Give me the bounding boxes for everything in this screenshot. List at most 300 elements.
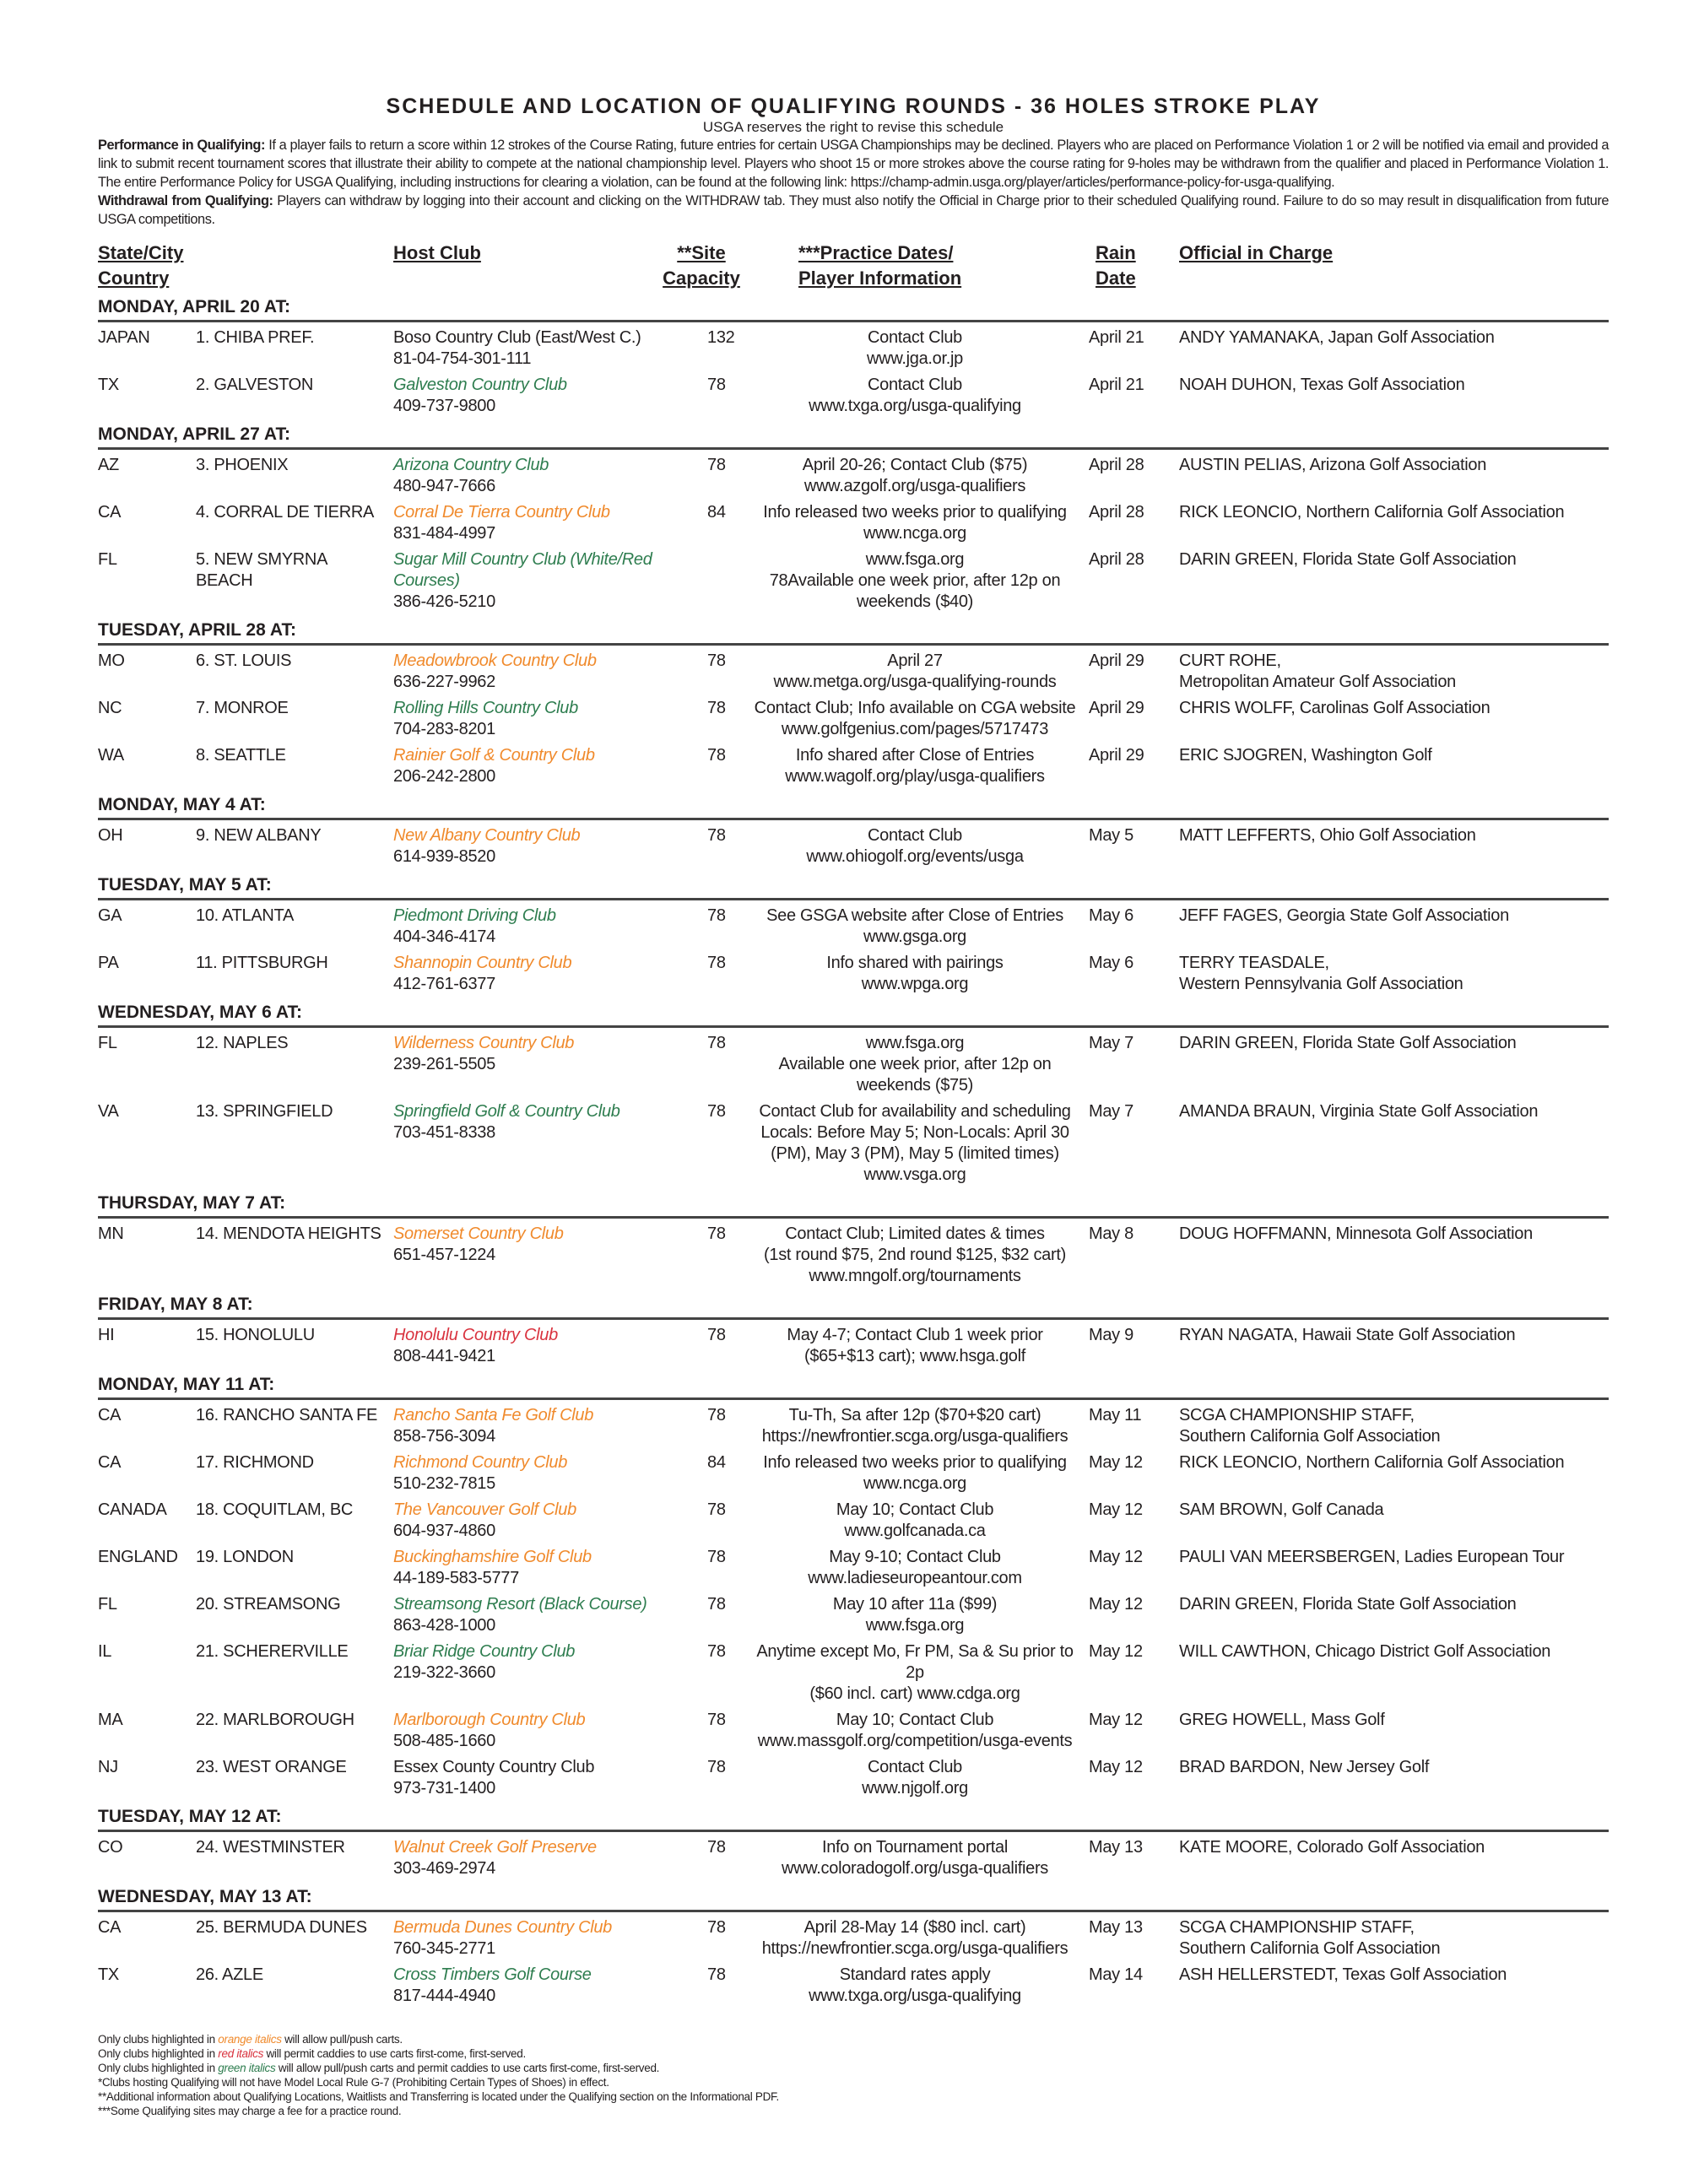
city: 16. RANCHO SANTA FE — [196, 1406, 378, 1424]
state-country: JAPAN — [98, 328, 150, 347]
header-capacity-line2: Capacity — [663, 268, 740, 289]
official-in-charge — [1179, 905, 1609, 948]
practice-line: Info released two weeks prior to qualifying — [763, 1453, 1067, 1472]
state-country: WA — [98, 746, 124, 765]
rain-date: May 12 — [1089, 1500, 1143, 1519]
practice-info — [748, 1224, 1089, 1287]
official-line: ERIC SJOGREN, Washington Golf — [1179, 746, 1432, 765]
host-club — [393, 1101, 707, 1186]
official-in-charge — [1179, 1033, 1609, 1096]
official-in-charge — [1179, 1917, 1609, 1960]
state-country: FL — [98, 1034, 117, 1052]
host-club-phone: 863-428-1000 — [393, 1616, 495, 1635]
host-club — [393, 1033, 707, 1096]
table-header — [98, 241, 1609, 291]
section-heading: MONDAY, MAY 4 AT: — [98, 792, 1609, 820]
city: 8. SEATTLE — [196, 746, 286, 765]
official-in-charge — [1179, 745, 1609, 787]
host-club-name: Sugar Mill Country Club (White/Red Courses) — [393, 550, 652, 590]
footnote — [98, 2046, 1609, 2061]
practice-line: ($65+$13 cart); www.hsga.golf — [803, 1347, 1025, 1365]
site-capacity: 78 — [707, 826, 726, 845]
host-club-phone: 219-322-3660 — [393, 1663, 495, 1682]
practice-info — [748, 1710, 1089, 1752]
schedule-page — [98, 0, 1609, 2152]
official-in-charge — [1179, 1710, 1609, 1752]
official-line: KATE MOORE, Colorado Golf Association — [1179, 1838, 1485, 1857]
footnote-text: **Additional information about Qualifying Locations, Waitlists and Transferring is located under the Qualifying section on the Informational PDF. — [98, 2090, 779, 2103]
city: 4. CORRAL DE TIERRA — [196, 503, 375, 522]
practice-line: www.ncga.org — [863, 1474, 966, 1493]
host-club — [393, 1452, 707, 1495]
host-club-phone: 81-04-754-301-111 — [393, 349, 532, 368]
rain-date: April 28 — [1089, 503, 1144, 522]
state-country: NJ — [98, 1758, 118, 1776]
footnote — [98, 2089, 1609, 2104]
state-country: VA — [98, 1102, 119, 1121]
city: 3. PHOENIX — [196, 456, 289, 474]
city: 25. BERMUDA DUNES — [196, 1918, 367, 1937]
practice-info — [748, 1500, 1089, 1542]
official-line: ASH HELLERSTEDT, Texas Golf Association — [1179, 1965, 1507, 1984]
site-capacity: 132 — [707, 328, 735, 347]
host-club-name: Briar Ridge Country Club — [393, 1642, 576, 1661]
official-in-charge — [1179, 375, 1609, 417]
practice-info — [748, 905, 1089, 948]
official-in-charge — [1179, 1547, 1609, 1589]
host-club-phone: 604-937-4860 — [393, 1522, 495, 1540]
host-club-name: Bermuda Dunes Country Club — [393, 1918, 612, 1937]
site-capacity: 78 — [707, 1224, 726, 1243]
state-country: NC — [98, 699, 122, 717]
table-row — [98, 1641, 1609, 1705]
header-rain-date — [1089, 241, 1179, 291]
practice-info — [748, 1965, 1089, 2007]
state-country: HI — [98, 1326, 115, 1344]
header-rain-line1: Rain — [1096, 242, 1136, 263]
footnote — [98, 2075, 1609, 2089]
state-country: IL — [98, 1642, 112, 1661]
practice-line: www.wpga.org — [861, 975, 969, 993]
practice-line: Info released two weeks prior to qualifying — [763, 503, 1067, 522]
practice-line: April 28-May 14 ($80 incl. cart) — [803, 1918, 1026, 1937]
official-in-charge — [1179, 1325, 1609, 1367]
state-country: FL — [98, 550, 117, 569]
host-club — [393, 1405, 707, 1447]
footnote-text: Only clubs highlighted in — [98, 2062, 219, 2074]
rain-date: May 11 — [1089, 1406, 1142, 1424]
practice-line: www.azgolf.org/usga-qualifiers — [803, 477, 1026, 495]
state-country: CO — [98, 1838, 123, 1857]
practice-line: Contact Club — [867, 376, 962, 394]
official-line: RICK LEONCIO, Northern California Golf Association — [1179, 503, 1565, 522]
state-country: AZ — [98, 456, 119, 474]
site-capacity: 78 — [707, 1102, 726, 1121]
official-in-charge — [1179, 825, 1609, 868]
page-title: SCHEDULE AND LOCATION OF QUALIFYING ROUNDS - 36 HOLES STROKE PLAY — [386, 95, 1321, 118]
practice-line: May 10; Contact Club — [836, 1711, 994, 1729]
city: 5. NEW SMYRNA BEACH — [196, 550, 327, 590]
host-club-phone: 409-737-9800 — [393, 397, 495, 415]
practice-info — [748, 1452, 1089, 1495]
state-country: CA — [98, 503, 122, 522]
practice-line: April 27 — [887, 651, 943, 670]
host-club-name: Walnut Creek Golf Preserve — [393, 1838, 597, 1857]
footnote-text: will permit caddies to use carts first-come, first-served. — [263, 2047, 526, 2060]
practice-line: www.golfgenius.com/pages/5717473 — [781, 720, 1049, 738]
practice-info — [748, 1101, 1089, 1186]
official-in-charge — [1179, 1101, 1609, 1186]
footnote-text: *Clubs hosting Qualifying will not have Model Local Rule G-7 (Prohibiting Certain Types of Shoes) in effect. — [98, 2076, 609, 2089]
practice-line: www.massgolf.org/competition/usga-events — [757, 1732, 1073, 1750]
table-row — [98, 905, 1609, 948]
official-line: TERRY TEASDALE, — [1179, 954, 1329, 972]
city: 14. MENDOTA HEIGHTS — [196, 1224, 381, 1243]
state-country: TX — [98, 1965, 119, 1984]
table-row — [98, 1033, 1609, 1096]
performance-label: Performance in Qualifying: — [98, 138, 266, 153]
practice-info — [748, 1641, 1089, 1705]
practice-line: www.jga.or.jp — [867, 349, 963, 368]
header-state-line2: Country — [98, 268, 170, 289]
host-club-name: Richmond Country Club — [393, 1453, 568, 1472]
rain-date: May 12 — [1089, 1453, 1143, 1472]
host-club-name: Rolling Hills Country Club — [393, 699, 578, 717]
official-line: SCGA CHAMPIONSHIP STAFF, — [1179, 1918, 1415, 1937]
city: 18. COQUITLAM, BC — [196, 1500, 354, 1519]
practice-line: www.fsga.org — [865, 1616, 965, 1635]
host-club — [393, 455, 707, 497]
site-capacity: 78 — [707, 1758, 726, 1776]
practice-line: See GSGA website after Close of Entries — [766, 906, 1063, 925]
site-capacity: 78 — [707, 1838, 726, 1857]
site-capacity: 78 — [707, 1642, 726, 1661]
host-club-phone: 44-189-583-5777 — [393, 1569, 519, 1587]
practice-line: www.metga.org/usga-qualifying-rounds — [773, 673, 1057, 691]
rain-date: April 29 — [1089, 699, 1144, 717]
table-row — [98, 1405, 1609, 1447]
official-line: CURT ROHE, — [1179, 651, 1281, 670]
practice-info — [748, 502, 1089, 544]
rain-date: May 12 — [1089, 1711, 1143, 1729]
host-club — [393, 1224, 707, 1287]
state-country: PA — [98, 954, 119, 972]
official-in-charge — [1179, 1224, 1609, 1287]
state-country: CA — [98, 1918, 122, 1937]
host-club-phone: 404-346-4174 — [393, 927, 495, 946]
table-row — [98, 1710, 1609, 1752]
practice-info — [748, 698, 1089, 740]
host-club — [393, 1547, 707, 1589]
host-club-name: Streamsong Resort (Black Course) — [393, 1595, 647, 1614]
practice-info — [748, 549, 1089, 613]
host-club — [393, 1965, 707, 2007]
practice-info — [748, 825, 1089, 868]
header-state-city — [98, 241, 393, 291]
official-line: CHRIS WOLFF, Carolinas Golf Association — [1179, 699, 1491, 717]
host-club-phone: 973-731-1400 — [393, 1779, 495, 1797]
practice-line: Locals: Before May 5; Non-Locals: April 30 (PM), May 3 (PM), May 5 (limited times) — [760, 1123, 1069, 1163]
practice-info — [748, 1033, 1089, 1096]
practice-line: https://newfrontier.scga.org/usga-qualifiers — [761, 1427, 1069, 1446]
host-club — [393, 1325, 707, 1367]
practice-info — [748, 1547, 1089, 1589]
rain-date: May 5 — [1089, 826, 1133, 845]
host-club-name: Boso Country Club (East/West C.) — [393, 328, 641, 347]
official-in-charge — [1179, 1837, 1609, 1879]
host-club-name: Somerset Country Club — [393, 1224, 564, 1243]
site-capacity: 78 — [707, 1965, 726, 1984]
host-club-phone: 651-457-1224 — [393, 1246, 495, 1264]
host-club — [393, 698, 707, 740]
table-row — [98, 1757, 1609, 1799]
site-capacity: 78 — [707, 376, 726, 394]
practice-line: www.vsga.org — [863, 1165, 966, 1184]
host-club-phone: 239-261-5505 — [393, 1055, 495, 1073]
city: 20. STREAMSONG — [196, 1595, 341, 1614]
official-line: Southern California Golf Association — [1179, 1427, 1441, 1446]
city: 7. MONROE — [196, 699, 289, 717]
practice-info — [748, 651, 1089, 693]
official-in-charge — [1179, 1452, 1609, 1495]
practice-info — [748, 745, 1089, 787]
host-club-phone: 704-283-8201 — [393, 720, 495, 738]
official-line: DARIN GREEN, Florida State Golf Association — [1179, 1034, 1517, 1052]
host-club — [393, 825, 707, 868]
rain-date: April 21 — [1089, 376, 1144, 394]
section-heading: FRIDAY, MAY 8 AT: — [98, 1292, 1609, 1320]
host-club — [393, 1710, 707, 1752]
practice-info — [748, 1405, 1089, 1447]
practice-line: (1st round $75, 2nd round $125, $32 cart) — [764, 1246, 1066, 1264]
host-club — [393, 905, 707, 948]
official-line: RICK LEONCIO, Northern California Golf Association — [1179, 1453, 1565, 1472]
header-practice-line1: ***Practice Dates/ — [798, 242, 954, 263]
host-club-name: Corral De Tierra Country Club — [393, 503, 610, 522]
official-in-charge — [1179, 1594, 1609, 1636]
city: 15. HONOLULU — [196, 1326, 315, 1344]
city: 17. RICHMOND — [196, 1453, 314, 1472]
section-heading: TUESDAY, MAY 12 AT: — [98, 1804, 1609, 1832]
official-line: WILL CAWTHON, Chicago District Golf Association — [1179, 1642, 1551, 1661]
site-capacity: 78 — [707, 1548, 726, 1566]
header-host-and-capacity — [393, 241, 748, 291]
practice-line: May 10 after 11a ($99) — [832, 1595, 998, 1614]
official-in-charge — [1179, 698, 1609, 740]
practice-info — [748, 1325, 1089, 1367]
footnote-text: Only clubs highlighted in — [98, 2047, 219, 2060]
host-club-phone: 206-242-2800 — [393, 767, 495, 786]
host-club-name: Rainier Golf & Country Club — [393, 746, 595, 765]
rain-date: May 7 — [1089, 1034, 1133, 1052]
host-club — [393, 1500, 707, 1542]
official-line: Western Pennsylvania Golf Association — [1179, 975, 1463, 993]
host-club-name: New Albany Country Club — [393, 826, 581, 845]
site-capacity: 78 — [707, 1918, 726, 1937]
site-capacity: 78 — [707, 651, 726, 670]
practice-line: May 10; Contact Club — [836, 1500, 994, 1519]
site-capacity: 78 — [707, 456, 726, 474]
practice-line: Available one week prior, after 12p on weekends ($75) — [778, 1055, 1052, 1095]
city: 26. AZLE — [196, 1965, 263, 1984]
city: 1. CHIBA PREF. — [196, 328, 315, 347]
official-line: JEFF FAGES, Georgia State Golf Association — [1179, 906, 1509, 925]
city: 19. LONDON — [196, 1548, 294, 1566]
withdrawal-paragraph — [98, 192, 1609, 229]
practice-line: www.ncga.org — [863, 524, 966, 543]
rain-date: May 13 — [1089, 1838, 1143, 1857]
rain-date: April 28 — [1089, 550, 1144, 569]
practice-line: ($60 incl. cart) www.cdga.org — [809, 1684, 1020, 1703]
section-heading: MONDAY, MAY 11 AT: — [98, 1372, 1609, 1400]
header-host-club: Host Club — [393, 242, 481, 263]
header-site-capacity — [647, 241, 756, 291]
official-line: ANDY YAMANAKA, Japan Golf Association — [1179, 328, 1495, 347]
host-club-name: The Vancouver Golf Club — [393, 1500, 576, 1519]
practice-info — [748, 1757, 1089, 1799]
practice-line: https://newfrontier.scga.org/usga-qualifiers — [761, 1939, 1069, 1958]
official-in-charge — [1179, 1641, 1609, 1705]
state-country: ENGLAND — [98, 1548, 178, 1566]
host-club-phone: 303-469-2974 — [393, 1859, 495, 1878]
official-line: NOAH DUHON, Texas Golf Association — [1179, 376, 1465, 394]
rain-date: May 12 — [1089, 1642, 1143, 1661]
site-capacity: 78 — [707, 1500, 726, 1519]
section-heading: WEDNESDAY, MAY 13 AT: — [98, 1884, 1609, 1912]
page-subtitle: USGA reserves the right to revise this schedule — [702, 119, 1004, 135]
state-country: GA — [98, 906, 122, 925]
rain-date: April 21 — [1089, 328, 1144, 347]
table-row — [98, 1837, 1609, 1879]
practice-line: Contact Club; Limited dates & times — [785, 1224, 1045, 1243]
practice-info — [748, 1594, 1089, 1636]
host-club-name: Shannopin Country Club — [393, 954, 572, 972]
site-capacity: 84 — [707, 1453, 726, 1472]
table-row — [98, 1547, 1609, 1589]
rain-date: May 6 — [1089, 954, 1133, 972]
official-line: SCGA CHAMPIONSHIP STAFF, — [1179, 1406, 1415, 1424]
host-club-phone: 386-426-5210 — [393, 592, 495, 611]
host-club — [393, 651, 707, 693]
footnote — [98, 2104, 1609, 2118]
performance-text: If a player fails to return a score within 12 strokes of the Course Rating, future entries for certain USGA Championships may be declined. Players who are placed on Performance Violation 1 or 2 will be notified via email and provided a link to submit recent tournament scores that illustrate their ability to compete at the national championship level. Players who shoot 15 or more strokes above the course rating for 9-holes may be withdrawn from the qualifier and placed in Performance Violation 1. The entire Performance Policy for USGA Qualifying, including instructions for clearing a violation, can be found at the following link: https://champ-admin.usga.org/player/articles/performance-policy-for-usga-qualifying. — [98, 138, 1609, 190]
host-club — [393, 549, 707, 613]
practice-line: www.coloradogolf.org/usga-qualifiers — [781, 1859, 1049, 1878]
state-country: CANADA — [98, 1500, 167, 1519]
footnote-text: will allow pull/push carts. — [281, 2033, 403, 2046]
rain-date: May 7 — [1089, 1102, 1133, 1121]
official-in-charge — [1179, 327, 1609, 370]
practice-info — [748, 455, 1089, 497]
site-capacity: 84 — [707, 503, 726, 522]
host-club-phone: 508-485-1660 — [393, 1732, 495, 1750]
schedule-table — [98, 295, 1609, 2007]
city: 10. ATLANTA — [196, 906, 295, 925]
state-country: MA — [98, 1711, 123, 1729]
city: 9. NEW ALBANY — [196, 826, 322, 845]
host-club-phone: 808-441-9421 — [393, 1347, 495, 1365]
host-club-name: Honolulu Country Club — [393, 1326, 558, 1344]
official-line: Southern California Golf Association — [1179, 1939, 1441, 1958]
city: 23. WEST ORANGE — [196, 1758, 347, 1776]
practice-line: www.ohiogolf.org/events/usga — [806, 847, 1024, 866]
table-row — [98, 455, 1609, 497]
host-club-name: Wilderness Country Club — [393, 1034, 575, 1052]
footnote-text: ***Some Qualifying sites may charge a fee for a practice round. — [98, 2105, 402, 2117]
practice-line: April 20-26; Contact Club ($75) — [802, 456, 1028, 474]
practice-line: Contact Club — [867, 826, 962, 845]
practice-line: www.txga.org/usga-qualifying — [809, 397, 1021, 415]
practice-line: Anytime except Mo, Fr PM, Sa & Su prior to 2p — [756, 1642, 1074, 1682]
official-in-charge — [1179, 1757, 1609, 1799]
site-capacity: 78 — [707, 1326, 726, 1344]
host-club-name: Springfield Golf & Country Club — [393, 1102, 620, 1121]
footnotes — [98, 2032, 1609, 2118]
host-club-name: Piedmont Driving Club — [393, 906, 556, 925]
site-capacity: 78 — [707, 954, 726, 972]
official-line: AMANDA BRAUN, Virginia State Golf Association — [1179, 1102, 1539, 1121]
host-club-name: Marlborough Country Club — [393, 1711, 586, 1729]
practice-line: www.ladieseuropeantour.com — [808, 1569, 1022, 1587]
practice-line: Info on Tournament portal — [821, 1838, 1009, 1857]
practice-line: Tu-Th, Sa after 12p ($70+$20 cart) — [788, 1406, 1041, 1424]
practice-line: Contact Club; Info available on CGA website — [754, 699, 1076, 717]
table-row — [98, 327, 1609, 370]
official-in-charge — [1179, 502, 1609, 544]
practice-line: www.golfcanada.ca — [844, 1522, 986, 1540]
state-country: TX — [98, 376, 119, 394]
table-row — [98, 1965, 1609, 2007]
host-club-name: Galveston Country Club — [393, 376, 567, 394]
practice-info — [748, 953, 1089, 995]
table-row — [98, 1325, 1609, 1367]
practice-line: www.gsga.org — [863, 927, 966, 946]
section-heading: MONDAY, APRIL 20 AT: — [98, 295, 1609, 322]
section-heading: WEDNESDAY, MAY 6 AT: — [98, 1000, 1609, 1028]
host-club-name: Arizona Country Club — [393, 456, 549, 474]
city: 13. SPRINGFIELD — [196, 1102, 333, 1121]
rain-date: April 29 — [1089, 746, 1144, 765]
official-in-charge — [1179, 455, 1609, 497]
state-country: MO — [98, 651, 125, 670]
footnote — [98, 2061, 1609, 2075]
practice-line: www.fsga.org — [865, 1034, 965, 1052]
header-capacity-line1: **Site — [677, 242, 726, 263]
practice-line: Contact Club for availability and scheduling — [759, 1102, 1071, 1121]
host-club-phone: 831-484-4997 — [393, 524, 495, 543]
header-official — [1179, 241, 1609, 291]
practice-line: May 4-7; Contact Club 1 week prior — [787, 1326, 1043, 1344]
host-club — [393, 375, 707, 417]
host-club-phone: 480-947-7666 — [393, 477, 495, 495]
section-heading: TUESDAY, MAY 5 AT: — [98, 873, 1609, 900]
city: 24. WESTMINSTER — [196, 1838, 345, 1857]
performance-paragraph — [98, 136, 1609, 192]
official-line: MATT LEFFERTS, Ohio Golf Association — [1179, 826, 1476, 845]
header-practice-line2: Player Information — [798, 268, 962, 289]
host-club — [393, 327, 707, 370]
practice-line: www.mngolf.org/tournaments — [809, 1267, 1021, 1285]
official-line: DARIN GREEN, Florida State Golf Association — [1179, 550, 1517, 569]
table-row — [98, 651, 1609, 693]
official-line: DARIN GREEN, Florida State Golf Association — [1179, 1595, 1517, 1614]
table-row — [98, 375, 1609, 417]
site-capacity: 78 — [707, 699, 726, 717]
practice-line: Contact Club — [867, 1758, 962, 1776]
official-in-charge — [1179, 953, 1609, 995]
host-club — [393, 1837, 707, 1879]
rain-date: May 12 — [1089, 1595, 1143, 1614]
